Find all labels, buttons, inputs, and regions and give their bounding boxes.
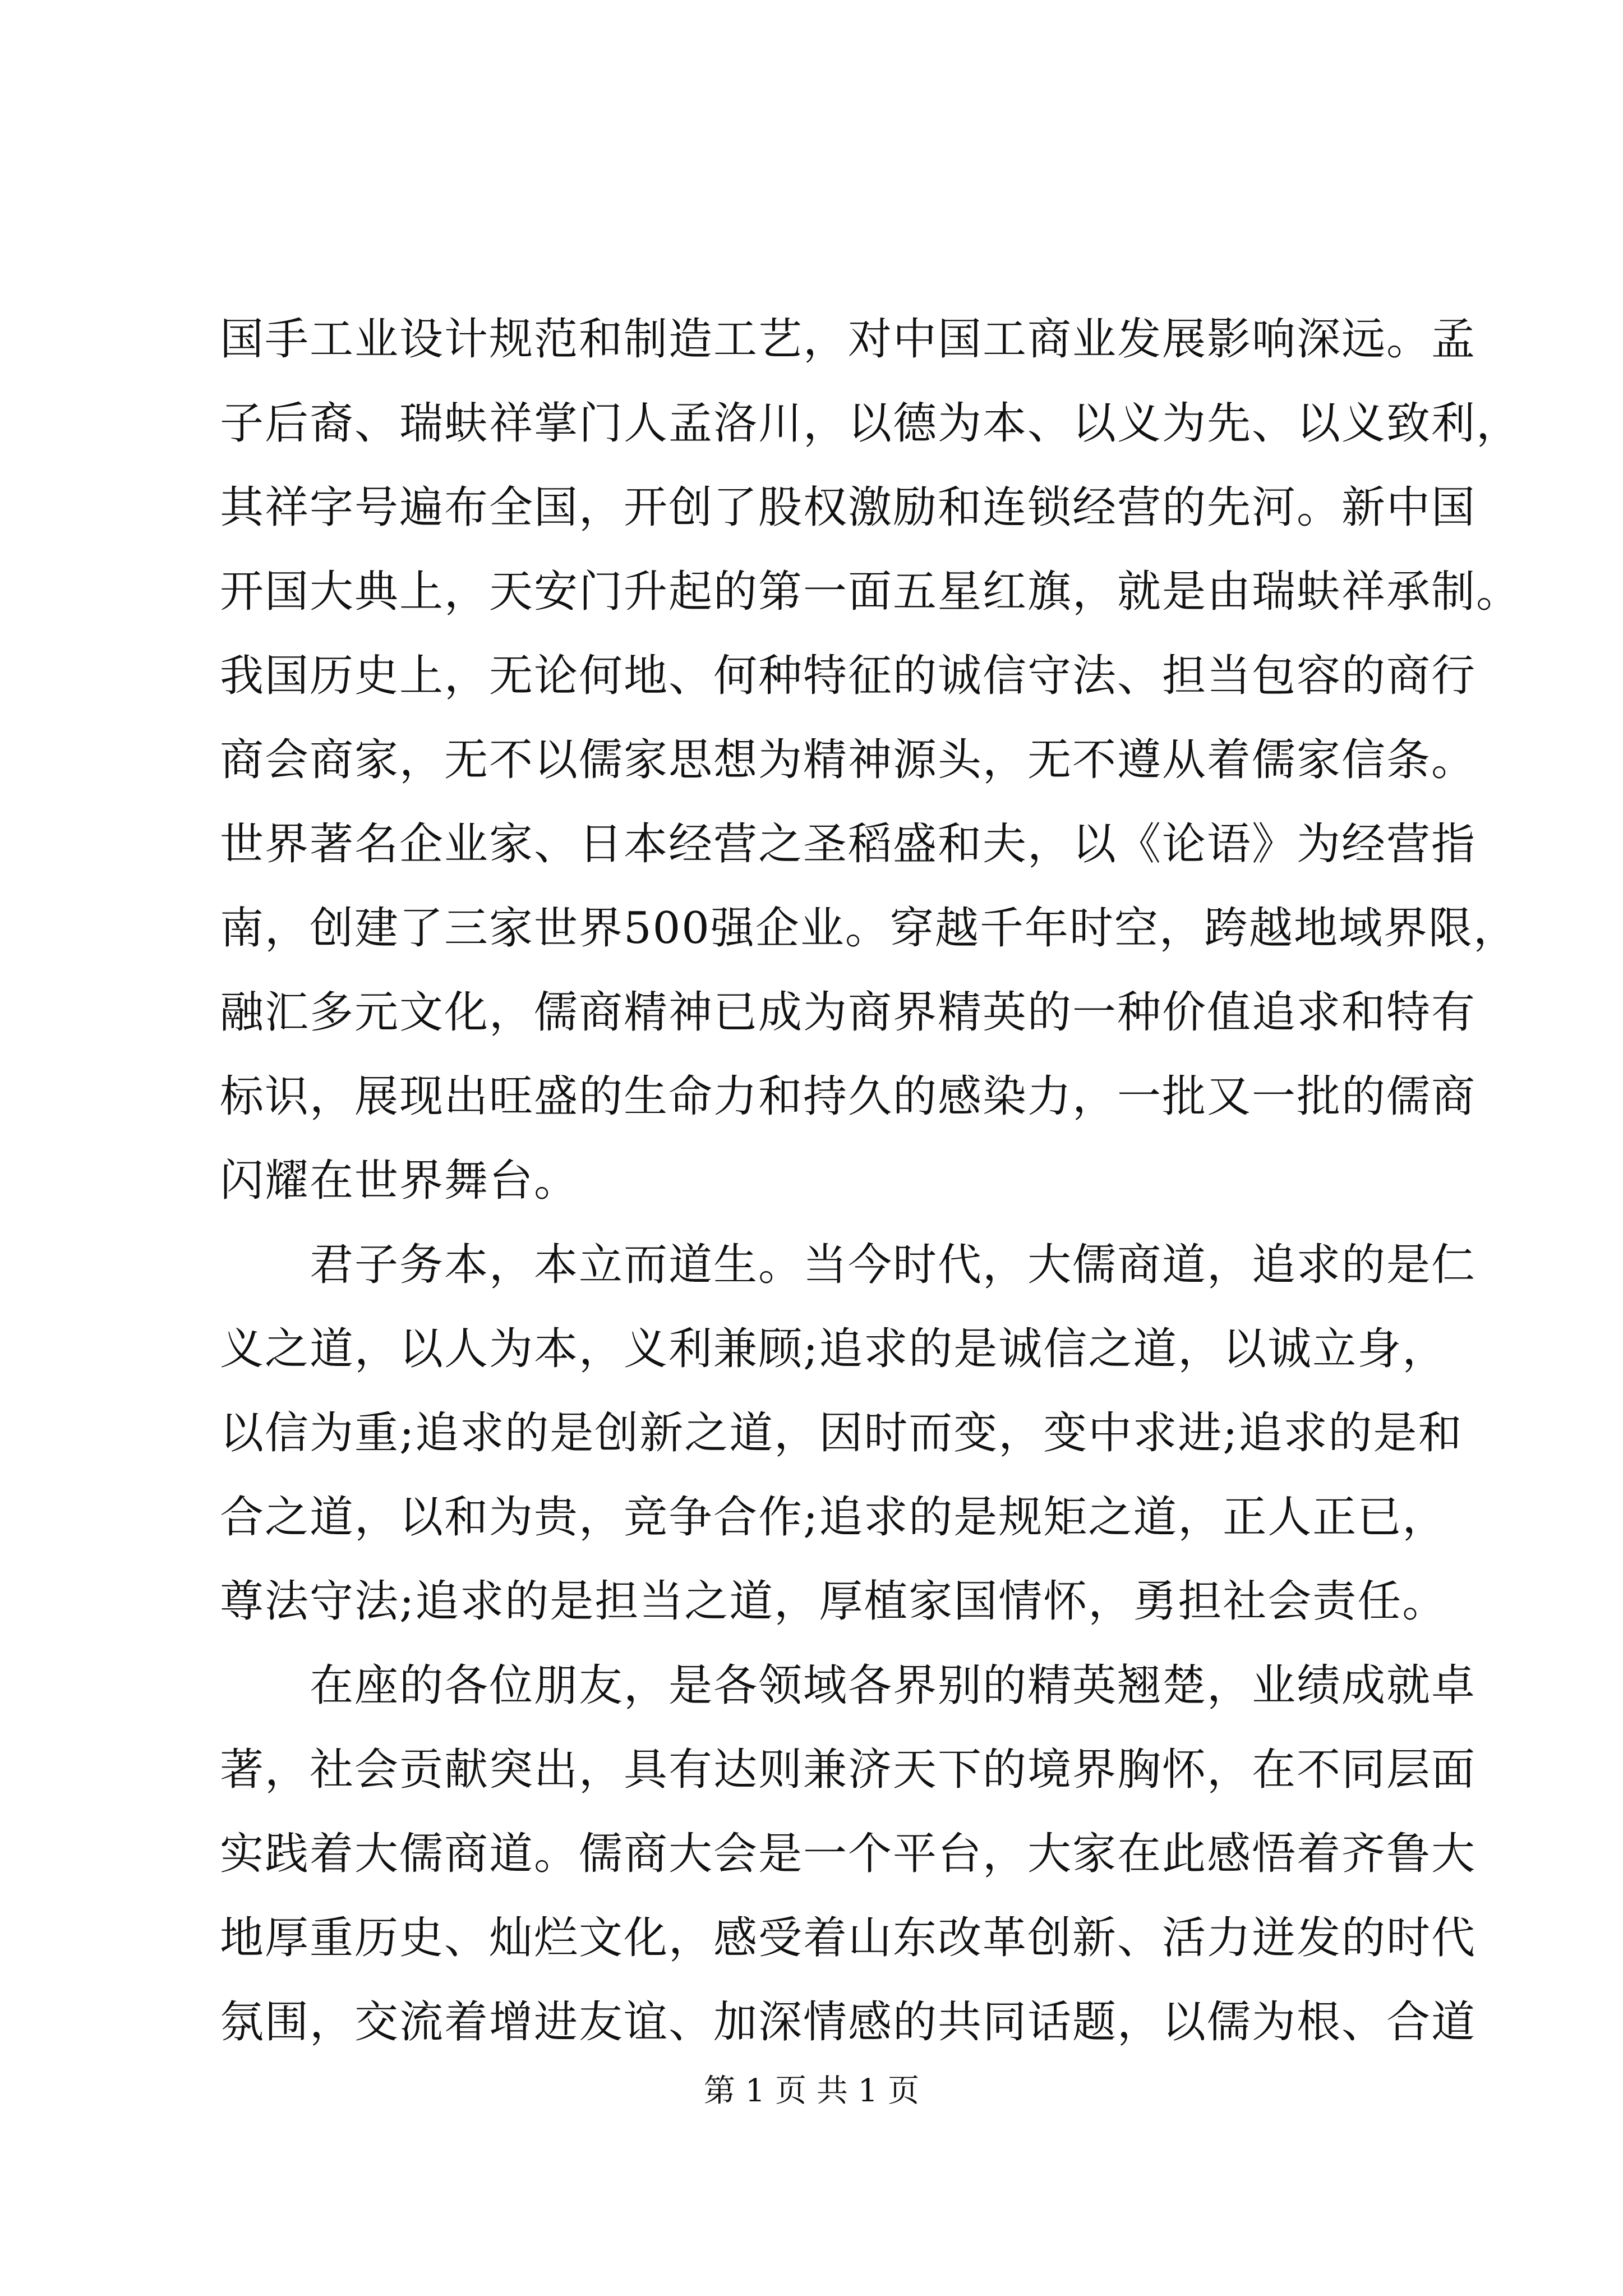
text-line: 国手工业设计规范和制造工艺，对中国工商业发展影响深远。孟 <box>220 314 1477 365</box>
page-number-footer: 第 1 页 共 1 页 <box>703 2073 920 2109</box>
text-line: 以信为重;追求的是创新之道，因时而变，变中求进;追求的是和 <box>220 1408 1463 1458</box>
text-line: 著，社会贡献突出，具有达则兼济天下的境界胸怀，在不同层面 <box>220 1745 1477 1795</box>
text-line: 尊法守法;追求的是担当之道，厚植家国情怀，勇担社会责任。 <box>220 1576 1447 1627</box>
text-line: 开国大典上，天安门升起的第一面五星红旗，就是由瑞蚨祥承制。 <box>220 567 1521 617</box>
text-line: 标识，展现出旺盛的生命力和持久的感染力，一批又一批的儒商 <box>220 1071 1477 1122</box>
text-line: 闪耀在世界舞台。 <box>220 1156 579 1206</box>
text-line: 融汇多元文化，儒商精神已成为商界精英的一种价值追求和特有 <box>220 987 1477 1038</box>
document-body <box>220 297 1521 2064</box>
text-line: 商会商家，无不以儒家思想为精神源头，无不遵从着儒家信条。 <box>220 735 1477 785</box>
text-line: 合之道，以和为贵，竞争合作;追求的是规矩之道，正人正已， <box>220 1492 1447 1543</box>
text-line: 义之道，以人为本，义利兼顾;追求的是诚信之道，以诚立身， <box>220 1324 1447 1374</box>
text-line: 实践着大儒商道。儒商大会是一个平台，大家在此感悟着齐鲁大 <box>220 1829 1477 1879</box>
text-line: 其祥字号遍布全国，开创了股权激励和连锁经营的先河。新中国 <box>220 482 1477 533</box>
text-line: 世界著名企业家、日本经营之圣稻盛和夫，以《论语》为经营指 <box>220 819 1477 869</box>
text-line: 我国历史上，无论何地、何种特征的诚信守法、担当包容的商行 <box>220 651 1477 701</box>
text-line: 地厚重历史、灿烂文化，感受着山东改革创新、活力迸发的时代 <box>220 1913 1477 1963</box>
text-line: 氛围，交流着增进友谊、加深情感的共同话题，以儒为根、合道 <box>220 1997 1477 2047</box>
text-line: 子后裔、瑞蚨祥掌门人孟洛川，以德为本、以义为先、以义致利， <box>220 398 1521 449</box>
text-line: 南，创建了三家世界500强企业。穿越千年时空，跨越地域界限， <box>220 903 1518 954</box>
paragraph-first-line: 在座的各位朋友，是各领域各界别的精英翘楚，业绩成就卓 <box>310 1660 1477 1711</box>
paragraph-first-line: 君子务本，本立而道生。当今时代，大儒商道，追求的是仁 <box>310 1240 1477 1290</box>
